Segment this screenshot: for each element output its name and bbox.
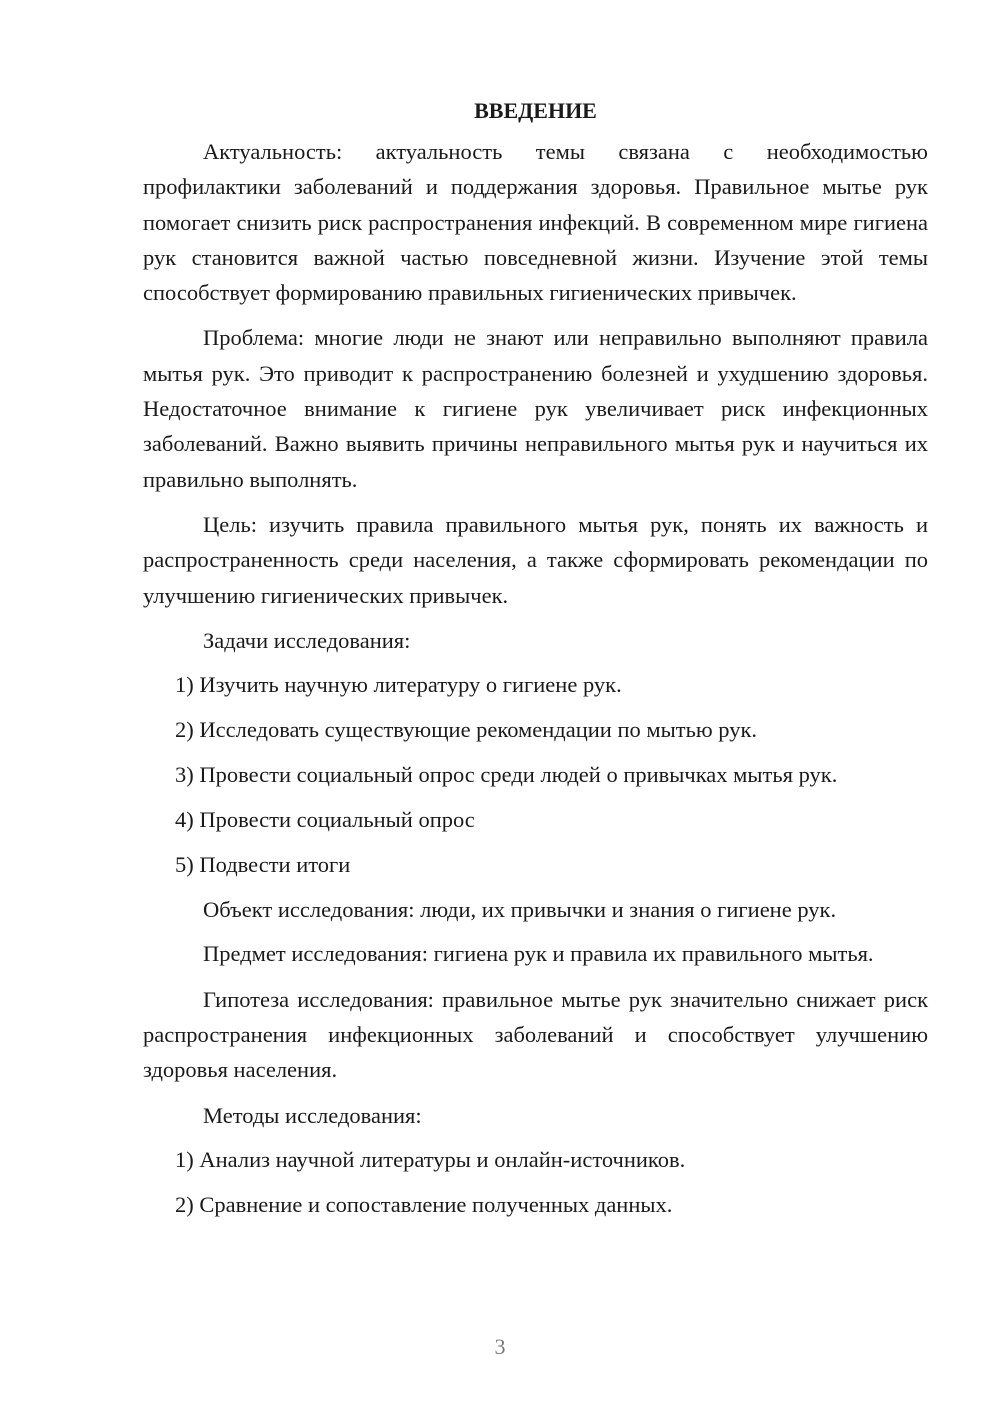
problem-paragraph: Проблема: многие люди не знают или неправильно выполняют правила мытья рук. Это приводит к распространению болезней и ухудшению здоровья. Недостаточное внимание к гигиене рук увеличивает риск инфекционных заболеваний. Важно выявить причины неправильного мытья рук и научиться их правильно выполнять. bbox=[143, 325, 928, 492]
relevance-paragraph: Актуальность: актуальность темы связана с необходимостью профилактики заболеваний и поддержания здоровья. Правильное мытье рук помогает снизить риск распространения инфекций. В современном мире гигиена рук становится важной частью повседневной жизни. Изучение этой темы способствует формированию правильных гигиенических привычек. bbox=[143, 139, 928, 306]
goal-paragraph: Цель: изучить правила правильного мытья рук, понять их важность и распространенность среди населения, а также сформировать рекомендации по улучшению гигиенических привычек. bbox=[143, 511, 928, 608]
subject-paragraph: Предмет исследования: гигиена рук и правила их правильного мытья. bbox=[203, 941, 874, 967]
methods-title: Методы исследования: bbox=[203, 1102, 422, 1128]
tasks-title: Задачи исследования: bbox=[203, 627, 411, 653]
task-item: 1) Изучить научную литературу о гигиене рук. bbox=[175, 672, 622, 698]
section-heading: ВВЕДЕНИЕ bbox=[474, 98, 597, 123]
task-item: 5) Подвести итоги bbox=[175, 852, 351, 878]
task-item: 2) Исследовать существующие рекомендации по мытью рук. bbox=[175, 717, 758, 743]
method-item: 1) Анализ научной литературы и онлайн-источников. bbox=[175, 1146, 686, 1172]
page-number: 3 bbox=[494, 1334, 506, 1359]
task-item: 3) Провести социальный опрос среди людей о привычках мытья рук. bbox=[175, 762, 838, 788]
page-content bbox=[143, 96, 928, 1232]
method-item: 2) Сравнение и сопоставление полученных данных. bbox=[175, 1191, 673, 1217]
hypothesis-paragraph: Гипотеза исследования: правильное мытье рук значительно снижает риск распространения инфекционных заболеваний и способствует улучшению здоровья населения. bbox=[143, 986, 928, 1083]
object-paragraph: Объект исследования: люди, их привычки и знания о гигиене рук. bbox=[203, 897, 837, 923]
task-item: 4) Провести социальный опрос bbox=[175, 807, 475, 833]
